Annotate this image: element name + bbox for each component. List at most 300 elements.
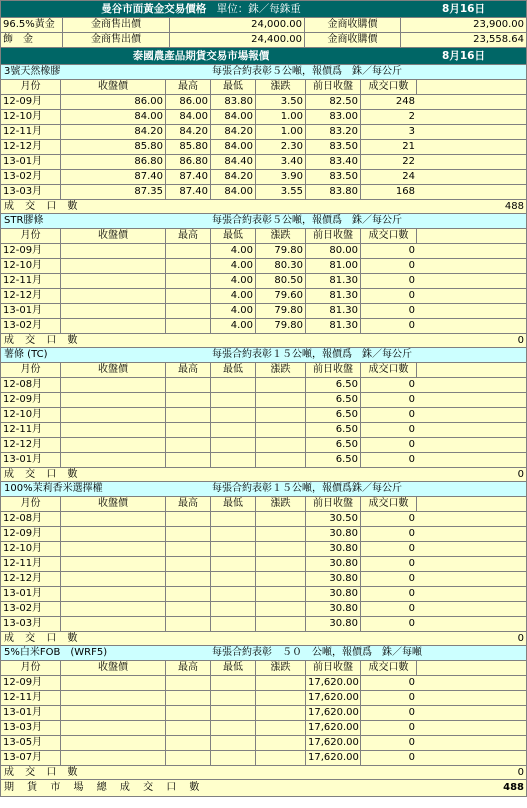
table-row: [1, 542, 526, 557]
gold-buy: 23,558.64: [473, 34, 524, 45]
column-header-change: 漲跌: [256, 229, 306, 243]
cell-month: 13-03月: [1, 721, 61, 735]
cell-month: 13-02月: [1, 170, 61, 184]
table-row: [1, 185, 526, 200]
cell-change: [256, 721, 306, 735]
cell-prev-close: 30.80: [306, 587, 361, 601]
section-total-row: [1, 632, 526, 646]
cell-high: [166, 393, 211, 407]
cell-month: 13-01月: [1, 453, 61, 467]
grand-total-label: 期 貨 市 場 總 成 交 口 數: [4, 782, 205, 793]
cell-change: [256, 676, 306, 690]
cell-month: 12-11月: [1, 691, 61, 705]
cell-volume: 0: [408, 275, 415, 286]
cell-close: [61, 527, 166, 541]
table-row: [1, 527, 526, 542]
column-header-change: 漲跌: [256, 363, 306, 377]
cell-prev-close: 81.00: [306, 259, 361, 273]
section-header: [1, 482, 526, 497]
cell-volume: 0: [408, 588, 415, 599]
section-unit: 每張合約表彰１５公噸，報價爲 銖／每公斤: [212, 349, 412, 360]
cell-month: 12-10月: [1, 542, 61, 556]
cell-high: [166, 423, 211, 437]
cell-high: [166, 557, 211, 571]
cell-high: [166, 408, 211, 422]
cell-volume: 0: [408, 409, 415, 420]
cell-volume: 0: [408, 558, 415, 569]
column-header-blank: [417, 229, 526, 243]
column-header-high: 最高: [166, 363, 211, 377]
cell-change: 79.80: [256, 319, 306, 333]
section-unit: 每張合約表彰 ５０ 公噸，報價爲 銖／每噸: [212, 647, 422, 658]
cell-close: 84.20: [61, 125, 166, 139]
table-row: [1, 274, 526, 289]
column-header-change: 漲跌: [256, 80, 306, 94]
cell-low: 84.20: [211, 125, 256, 139]
section-total-value: 0: [517, 767, 524, 778]
column-header-month: 月份: [1, 363, 61, 377]
section-header: [1, 65, 526, 80]
cell-volume: 0: [408, 737, 415, 748]
cell-low: 4.00: [211, 304, 256, 318]
section-name: 薯條 (TC): [4, 349, 48, 360]
table-row: [1, 304, 526, 319]
cell-month: 12-12月: [1, 289, 61, 303]
column-header-volume: 成交口數: [361, 661, 417, 675]
cell-change: 79.60: [256, 289, 306, 303]
cell-prev-close: 17,620.00: [306, 691, 361, 705]
cell-volume: 0: [408, 603, 415, 614]
table-row: [1, 110, 526, 125]
gold-price-rows: [1, 18, 526, 48]
column-header-volume: 成交口數: [361, 363, 417, 377]
table-row: [1, 721, 526, 736]
cell-prev-close: 17,620.00: [306, 676, 361, 690]
cell-close: [61, 408, 166, 422]
cell-prev-close: 83.20: [306, 125, 361, 139]
section-name: 3號天然橡膠: [4, 66, 61, 77]
cell-volume: 248: [395, 96, 415, 107]
cell-change: [256, 527, 306, 541]
cell-low: [211, 721, 256, 735]
column-header-close: 收盤價: [61, 229, 166, 243]
cell-close: [61, 423, 166, 437]
table-row: [1, 438, 526, 453]
gold-row: [1, 18, 526, 33]
grand-total-row: [1, 780, 526, 796]
cell-high: [166, 706, 211, 720]
cell-volume: 24: [402, 171, 415, 182]
futures-sections: [1, 65, 526, 780]
column-header-high: 最高: [166, 661, 211, 675]
cell-prev-close: 83.40: [306, 155, 361, 169]
cell-change: 80.50: [256, 274, 306, 288]
cell-volume: 0: [408, 424, 415, 435]
cell-change: 3.55: [256, 185, 306, 199]
cell-close: [61, 438, 166, 452]
cell-month: 13-03月: [1, 617, 61, 631]
cell-month: 12-08月: [1, 378, 61, 392]
cell-prev-close: 17,620.00: [306, 706, 361, 720]
cell-prev-close: 6.50: [306, 378, 361, 392]
cell-low: [211, 557, 256, 571]
cell-high: [166, 304, 211, 318]
cell-prev-close: 30.80: [306, 542, 361, 556]
column-header-prev-close: 前日收盤: [306, 80, 361, 94]
column-header-low: 最低: [211, 80, 256, 94]
cell-volume: 0: [408, 260, 415, 271]
table-row: [1, 408, 526, 423]
gold-sell-label: 金商售出價: [63, 33, 170, 47]
cell-change: [256, 572, 306, 586]
table-row: [1, 751, 526, 766]
section-total-row: [1, 468, 526, 482]
cell-change: [256, 557, 306, 571]
cell-prev-close: 82.50: [306, 95, 361, 109]
futures-title-bar: [1, 48, 526, 65]
column-header-volume: 成交口數: [361, 497, 417, 511]
cell-volume: 0: [408, 290, 415, 301]
cell-high: [166, 617, 211, 631]
cell-volume: 0: [408, 439, 415, 450]
cell-prev-close: 30.80: [306, 602, 361, 616]
cell-high: [166, 453, 211, 467]
table-row: [1, 557, 526, 572]
cell-low: [211, 453, 256, 467]
cell-volume: 0: [408, 543, 415, 554]
gold-title: 曼谷市面黃金交易價格 單位：銖／每銖重: [101, 3, 301, 15]
gold-sell: 24,400.00: [170, 33, 305, 47]
cell-volume: 0: [408, 618, 415, 629]
column-header-row: [1, 497, 526, 512]
section-unit: 每張合約表彰５公噸，報價爲 銖／每公斤: [212, 215, 402, 226]
cell-low: 4.00: [211, 259, 256, 273]
cell-low: [211, 423, 256, 437]
cell-change: [256, 691, 306, 705]
cell-month: 13-02月: [1, 319, 61, 333]
cell-close: [61, 542, 166, 556]
cell-low: [211, 736, 256, 750]
section-total-label: 成 交 口 數: [4, 767, 82, 778]
cell-volume: 0: [408, 379, 415, 390]
cell-prev-close: 83.00: [306, 110, 361, 124]
cell-close: [61, 393, 166, 407]
cell-low: 84.00: [211, 110, 256, 124]
cell-close: [61, 751, 166, 765]
section-total-value: 0: [517, 633, 524, 644]
cell-close: 87.35: [61, 185, 166, 199]
cell-prev-close: 17,620.00: [306, 721, 361, 735]
table-row: [1, 140, 526, 155]
futures-title: 泰國農產品期貨交易市場報價: [132, 50, 270, 62]
cell-volume: 0: [408, 454, 415, 465]
gold-sell: 24,000.00: [170, 18, 305, 32]
table-row: [1, 602, 526, 617]
cell-low: [211, 691, 256, 705]
cell-close: [61, 319, 166, 333]
cell-change: [256, 587, 306, 601]
table-row: [1, 155, 526, 170]
cell-month: 12-09月: [1, 527, 61, 541]
cell-change: 3.40: [256, 155, 306, 169]
cell-change: 3.90: [256, 170, 306, 184]
cell-volume: 0: [408, 722, 415, 733]
column-header-change: 漲跌: [256, 661, 306, 675]
cell-low: 83.80: [211, 95, 256, 109]
cell-close: [61, 512, 166, 526]
section-name: 100%茉莉香米選擇權: [4, 483, 103, 494]
cell-close: [61, 721, 166, 735]
cell-change: [256, 453, 306, 467]
cell-change: [256, 378, 306, 392]
cell-month: 12-08月: [1, 512, 61, 526]
column-header-prev-close: 前日收盤: [306, 497, 361, 511]
cell-close: [61, 378, 166, 392]
cell-change: 80.30: [256, 259, 306, 273]
cell-low: [211, 378, 256, 392]
table-row: [1, 512, 526, 527]
section-total-label: 成 交 口 數: [4, 201, 82, 212]
grand-total-value: 488: [503, 782, 524, 793]
cell-prev-close: 81.30: [306, 289, 361, 303]
section-unit: 每張合約表彰５公噸，報價爲 銖／每公斤: [212, 66, 402, 77]
cell-volume: 168: [395, 186, 415, 197]
table-row: [1, 244, 526, 259]
cell-prev-close: 30.80: [306, 527, 361, 541]
section-header: [1, 348, 526, 363]
section-total-row: [1, 200, 526, 214]
cell-prev-close: 30.80: [306, 557, 361, 571]
column-header-blank: [417, 497, 526, 511]
cell-change: [256, 751, 306, 765]
section-total-row: [1, 766, 526, 780]
column-header-high: 最高: [166, 229, 211, 243]
table-row: [1, 706, 526, 721]
cell-prev-close: 17,620.00: [306, 736, 361, 750]
cell-close: [61, 602, 166, 616]
cell-volume: 0: [408, 320, 415, 331]
section-name: STR膠條: [4, 215, 44, 226]
cell-prev-close: 80.00: [306, 244, 361, 258]
column-header-prev-close: 前日收盤: [306, 661, 361, 675]
cell-month: 12-12月: [1, 140, 61, 154]
cell-low: [211, 512, 256, 526]
cell-month: 12-09月: [1, 676, 61, 690]
cell-month: 12-10月: [1, 408, 61, 422]
cell-month: 12-09月: [1, 393, 61, 407]
cell-high: 86.80: [166, 155, 211, 169]
cell-month: 12-10月: [1, 259, 61, 273]
cell-low: [211, 408, 256, 422]
cell-volume: 0: [408, 692, 415, 703]
cell-close: 86.80: [61, 155, 166, 169]
cell-prev-close: 6.50: [306, 423, 361, 437]
column-header-month: 月份: [1, 229, 61, 243]
cell-volume: 0: [408, 394, 415, 405]
column-header-row: [1, 363, 526, 378]
cell-close: [61, 304, 166, 318]
cell-low: [211, 572, 256, 586]
section-unit: 每張合約表彰１５公噸，報價爲銖／每公斤: [212, 483, 402, 494]
table-row: [1, 319, 526, 334]
cell-high: 87.40: [166, 185, 211, 199]
cell-close: 87.40: [61, 170, 166, 184]
column-header-low: 最低: [211, 661, 256, 675]
cell-high: [166, 676, 211, 690]
cell-high: [166, 527, 211, 541]
cell-month: 13-01月: [1, 304, 61, 318]
column-header-high: 最高: [166, 80, 211, 94]
cell-volume: 22: [402, 156, 415, 167]
cell-prev-close: 30.80: [306, 572, 361, 586]
cell-high: 87.40: [166, 170, 211, 184]
cell-prev-close: 83.80: [306, 185, 361, 199]
gold-date: 8月16日: [442, 3, 485, 15]
cell-close: [61, 706, 166, 720]
cell-volume: 0: [408, 677, 415, 688]
cell-high: [166, 378, 211, 392]
cell-month: 12-12月: [1, 572, 61, 586]
cell-change: 3.50: [256, 95, 306, 109]
cell-change: [256, 736, 306, 750]
cell-change: [256, 542, 306, 556]
cell-high: [166, 721, 211, 735]
table-row: [1, 617, 526, 632]
cell-month: 13-02月: [1, 602, 61, 616]
cell-low: [211, 602, 256, 616]
cell-low: [211, 542, 256, 556]
cell-month: 13-03月: [1, 185, 61, 199]
cell-change: 79.80: [256, 304, 306, 318]
gold-buy: 23,900.00: [473, 19, 524, 30]
cell-volume: 3: [408, 126, 415, 137]
column-header-close: 收盤價: [61, 363, 166, 377]
column-header-blank: [417, 661, 526, 675]
cell-month: 13-01月: [1, 587, 61, 601]
table-row: [1, 289, 526, 304]
table-row: [1, 259, 526, 274]
column-header-prev-close: 前日收盤: [306, 363, 361, 377]
cell-prev-close: 83.50: [306, 140, 361, 154]
cell-change: 1.00: [256, 125, 306, 139]
gold-buy-label: 金商收購價: [305, 33, 401, 47]
section-total-value: 0: [517, 469, 524, 480]
cell-month: 12-10月: [1, 110, 61, 124]
cell-close: 84.00: [61, 110, 166, 124]
cell-change: [256, 602, 306, 616]
cell-month: 13-01月: [1, 706, 61, 720]
cell-month: 12-11月: [1, 423, 61, 437]
cell-volume: 21: [402, 141, 415, 152]
cell-change: [256, 408, 306, 422]
gold-title-bar: [1, 1, 526, 18]
table-row: [1, 393, 526, 408]
cell-low: 4.00: [211, 319, 256, 333]
column-header-close: 收盤價: [61, 497, 166, 511]
column-header-close: 收盤價: [61, 80, 166, 94]
cell-prev-close: 6.50: [306, 408, 361, 422]
cell-volume: 0: [408, 752, 415, 763]
section-name: 5%白米FOB (WRF5): [4, 647, 108, 658]
table-row: [1, 587, 526, 602]
gold-name: 飾 金: [1, 33, 63, 47]
cell-low: [211, 587, 256, 601]
column-header-change: 漲跌: [256, 497, 306, 511]
cell-month: 12-09月: [1, 244, 61, 258]
table-row: [1, 676, 526, 691]
cell-month: 12-12月: [1, 438, 61, 452]
cell-low: 84.40: [211, 155, 256, 169]
cell-close: [61, 617, 166, 631]
table-row: [1, 736, 526, 751]
cell-prev-close: 6.50: [306, 438, 361, 452]
table-row: [1, 691, 526, 706]
cell-high: [166, 512, 211, 526]
cell-change: 79.80: [256, 244, 306, 258]
cell-close: [61, 736, 166, 750]
cell-low: 4.00: [211, 289, 256, 303]
gold-row: [1, 33, 526, 48]
column-header-month: 月份: [1, 661, 61, 675]
gold-name: 96.5%黃金: [1, 18, 63, 32]
cell-close: [61, 557, 166, 571]
cell-prev-close: 81.30: [306, 319, 361, 333]
cell-low: 84.20: [211, 170, 256, 184]
cell-high: [166, 572, 211, 586]
cell-prev-close: 30.80: [306, 617, 361, 631]
cell-change: [256, 423, 306, 437]
column-header-low: 最低: [211, 229, 256, 243]
section-total-value: 488: [504, 201, 524, 212]
cell-month: 12-11月: [1, 125, 61, 139]
cell-prev-close: 30.50: [306, 512, 361, 526]
cell-low: [211, 617, 256, 631]
column-header-blank: [417, 363, 526, 377]
cell-change: 1.00: [256, 110, 306, 124]
cell-close: [61, 453, 166, 467]
table-row: [1, 423, 526, 438]
cell-month: 13-01月: [1, 155, 61, 169]
gold-sell-label: 金商售出價: [63, 18, 170, 32]
cell-prev-close: 17,620.00: [306, 751, 361, 765]
cell-low: 4.00: [211, 244, 256, 258]
cell-month: 12-11月: [1, 557, 61, 571]
column-header-row: [1, 229, 526, 244]
table-row: [1, 453, 526, 468]
cell-close: 85.80: [61, 140, 166, 154]
section-header: [1, 214, 526, 229]
cell-high: 84.00: [166, 110, 211, 124]
cell-volume: 0: [408, 707, 415, 718]
cell-change: 2.30: [256, 140, 306, 154]
cell-high: [166, 274, 211, 288]
column-header-month: 月份: [1, 80, 61, 94]
column-header-month: 月份: [1, 497, 61, 511]
section-total-label: 成 交 口 數: [4, 469, 82, 480]
cell-volume: 0: [408, 573, 415, 584]
cell-high: [166, 438, 211, 452]
cell-close: [61, 289, 166, 303]
column-header-close: 收盤價: [61, 661, 166, 675]
cell-high: [166, 244, 211, 258]
section-total-label: 成 交 口 數: [4, 335, 82, 346]
table-row: [1, 170, 526, 185]
table-row: [1, 378, 526, 393]
column-header-prev-close: 前日收盤: [306, 229, 361, 243]
cell-high: [166, 259, 211, 273]
cell-volume: 0: [408, 305, 415, 316]
cell-low: [211, 751, 256, 765]
